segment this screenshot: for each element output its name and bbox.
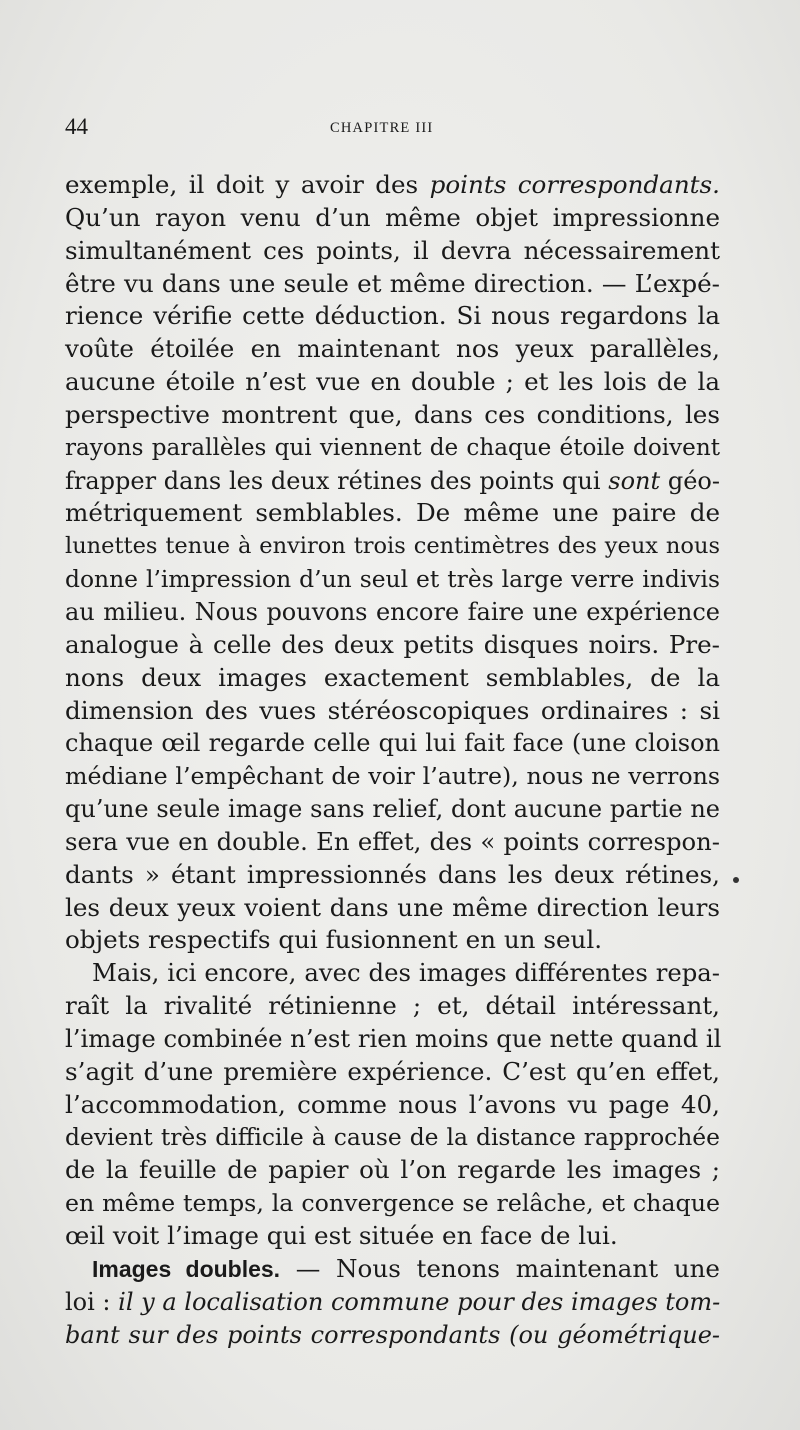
ink-speck — [733, 877, 739, 883]
text-line — [65, 859, 720, 892]
text-segment: être vu dans une seule et même direction. — L’expé- — [65, 268, 720, 298]
text-segment: frapper dans les deux rétines des points qui — [65, 466, 609, 495]
text-segment: l’accommodation, comme nous l’avons vu page 40, — [65, 1089, 720, 1119]
text-line — [65, 826, 720, 859]
text-line — [65, 990, 720, 1023]
text-line — [65, 1121, 720, 1154]
text-segment: bant sur des points correspondants (ou géométrique- — [65, 1320, 720, 1349]
text-line — [65, 432, 720, 465]
text-line — [65, 957, 720, 990]
text-segment: sont — [608, 466, 661, 495]
text-line — [65, 629, 720, 662]
text-line — [65, 465, 720, 498]
text-line — [65, 1187, 720, 1220]
text-line — [65, 1319, 720, 1352]
text-segment: exemple, il doit y avoir des — [65, 170, 430, 199]
text-line — [65, 1023, 720, 1056]
text-segment: objets respectifs qui fusionnent en un seul. — [65, 925, 603, 955]
text-line — [65, 235, 720, 268]
text-line — [65, 924, 720, 957]
body-text — [65, 169, 720, 1351]
text-line — [65, 530, 720, 563]
text-segment: lunettes tenue à environ trois centimètres des yeux nous — [65, 533, 720, 560]
text-line — [65, 1089, 720, 1122]
text-line — [65, 366, 720, 399]
text-segment: donne l’impression d’un seul et très large verre indivis — [65, 565, 720, 594]
text-line — [65, 202, 720, 235]
text-line — [65, 727, 720, 760]
text-segment: rience vérifie cette déduction. Si nous regardons la — [65, 301, 720, 331]
text-line — [65, 268, 720, 301]
text-segment: les deux yeux voient dans une même direction leurs — [65, 892, 720, 922]
text-line — [65, 760, 720, 793]
chapter-heading: CHAPITRE III — [330, 120, 434, 136]
text-line — [65, 1286, 720, 1319]
text-segment: métriquement semblables. De même une paire de — [65, 498, 720, 528]
text-segment: perspective montrent que, dans ces conditions, les — [65, 399, 720, 429]
text-segment: géo- — [660, 466, 720, 495]
text-segment: l’image combinée n’est rien moins que nette quand il — [65, 1023, 722, 1053]
text-line — [65, 1056, 720, 1089]
text-line — [65, 695, 720, 728]
text-line — [65, 1220, 720, 1253]
text-segment: s’agit d’une première expérience. C’est qu’en effet, — [65, 1056, 720, 1086]
text-segment: il y a localisation commune pour des images tom- — [118, 1287, 721, 1316]
text-segment: raît la rivalité rétinienne ; et, détail intéressant, — [65, 991, 720, 1021]
text-segment: nons deux images exactement semblables, de la — [65, 662, 720, 692]
text-segment: chaque œil regarde celle qui lui fait face (une cloison — [65, 729, 720, 758]
text-segment: simultanément ces points, il devra nécessairement — [65, 235, 720, 265]
text-line — [65, 333, 720, 366]
text-segment: dimension des vues stéréoscopiques ordinaires : si — [65, 695, 720, 725]
text-segment: loi : — [65, 1287, 119, 1316]
text-line — [65, 169, 720, 202]
text-segment: devient très difficile à cause de la distance rapprochée — [65, 1123, 720, 1152]
text-segment: qu’une seule image sans relief, dont aucune partie ne — [65, 795, 720, 824]
text-segment: au milieu. Nous pouvons encore faire une expérience — [65, 597, 720, 626]
text-line — [65, 596, 720, 629]
text-line — [65, 662, 720, 695]
page-header — [65, 114, 730, 144]
text-segment: points correspondants. — [429, 170, 720, 199]
text-segment: voûte étoilée en maintenant nos yeux parallèles, — [65, 334, 720, 364]
text-line — [65, 563, 720, 596]
text-line — [65, 399, 720, 432]
text-segment: analogue à celle des deux petits disques noirs. Pre- — [65, 629, 720, 659]
text-segment: — Nous tenons maintenant une — [280, 1253, 720, 1283]
text-segment: rayons parallèles qui viennent de chaque étoile doivent — [65, 434, 720, 461]
text-segment: sera vue en double. En effet, des « points correspon- — [65, 826, 720, 856]
text-segment: en même temps, la convergence se relâche, et chaque — [65, 1189, 720, 1218]
text-segment: dants » étant impressionnés dans les deux rétines, — [65, 859, 720, 889]
text-line — [65, 793, 720, 826]
text-line — [65, 497, 720, 530]
text-segment: aucune étoile n’est vue en double ; et les lois de la — [65, 367, 720, 397]
text-segment: Mais, ici encore, avec des images différentes repa- — [92, 958, 720, 988]
text-line — [65, 1154, 720, 1187]
text-segment: œil voit l’image qui est située en face de lui. — [65, 1221, 618, 1250]
text-segment: de la feuille de papier où l’on regarde les images ; — [65, 1155, 720, 1185]
page-number: 44 — [65, 114, 88, 139]
text-line — [65, 892, 720, 925]
text-segment: Qu’un rayon venu d’un même objet impressionne — [65, 202, 720, 232]
text-segment: médiane l’empêchant de voir l’autre), nous ne verrons — [65, 762, 720, 791]
section-heading: Images doubles. — [92, 1255, 281, 1282]
text-line — [65, 300, 720, 333]
text-line — [65, 1253, 720, 1286]
